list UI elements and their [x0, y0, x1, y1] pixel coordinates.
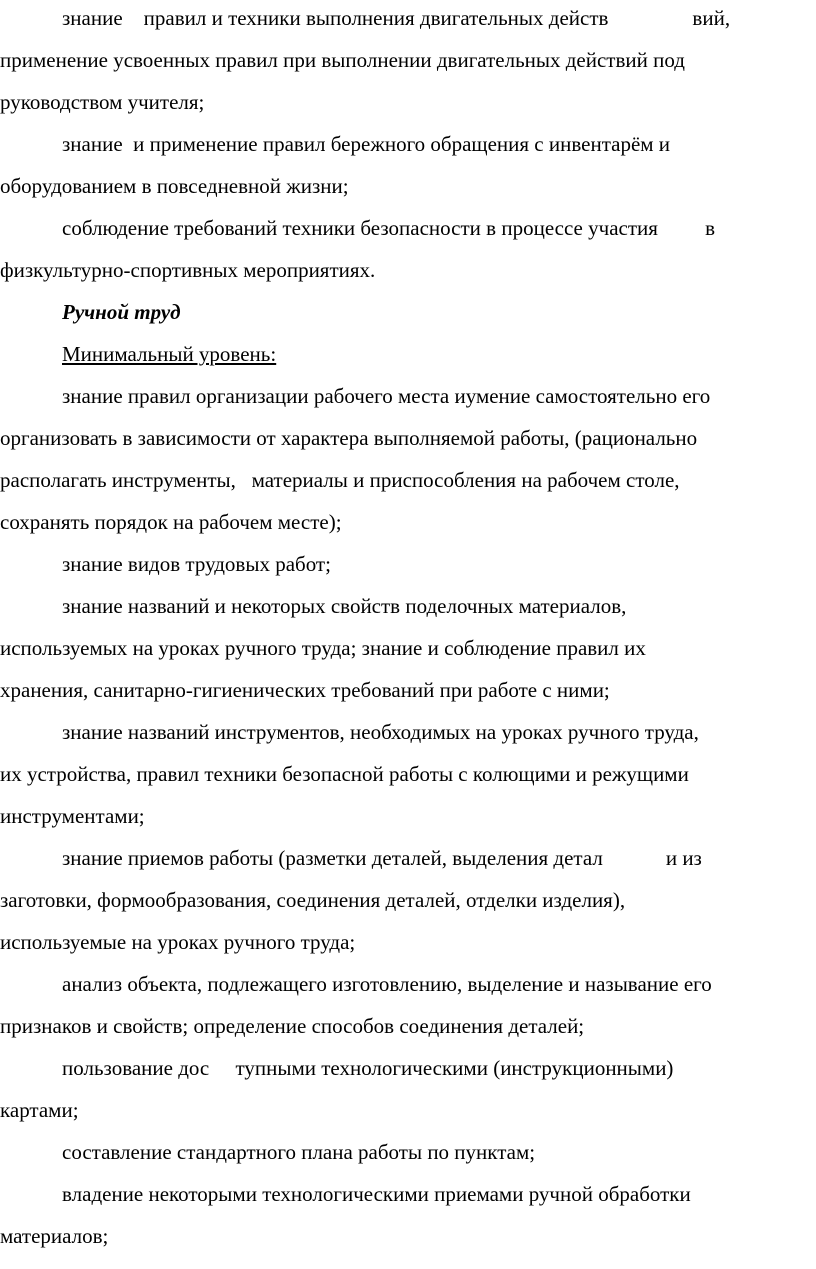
text-line: знание названий инструментов, необходимых на уроках ручного труда,	[62, 720, 699, 744]
text-line: признаков и свойств; определение способов соединения деталей;	[0, 1014, 585, 1038]
text-line: руководством учителя;	[0, 90, 205, 114]
text-line: знание приемов работы (разметки деталей, выделения детал и из	[62, 846, 702, 870]
text-line: сохранять порядок на рабочем месте);	[0, 510, 342, 534]
text-line: знание правил организации рабочего места иумение самостоятельно его	[62, 384, 711, 408]
text-line: владение некоторыми технологическими приемами ручной обработки	[62, 1182, 691, 1206]
section-heading: Ручной труд	[62, 300, 181, 324]
text-line: составление стандартного плана работы по пунктам;	[62, 1140, 536, 1164]
text-line: организовать в зависимости от характера выполняемой работы, (рационально	[0, 426, 698, 450]
text-line: оборудованием в повседневной жизни;	[0, 174, 349, 198]
text-line: знание названий и некоторых свойств поделочных материалов,	[62, 594, 627, 618]
text-line: знание и применение правил бережного обращения с инвентарём и	[62, 132, 671, 156]
text-line: хранения, санитарно-гигиенических требований при работе с ними;	[0, 678, 610, 702]
text-line: знание правил и техники выполнения двигательных действ вий,	[62, 6, 731, 30]
text-line: соблюдение требований техники безопасности в процессе участия в	[62, 216, 716, 240]
text-line: их устройства, правил техники безопасной работы с колющими и режущими	[0, 762, 689, 786]
text-line: используемые на уроках ручного труда;	[0, 930, 356, 954]
text-line: знание видов трудовых работ;	[62, 552, 331, 576]
text-line: инструментами;	[0, 804, 145, 828]
text-line: картами;	[0, 1098, 79, 1122]
text-line: физкультурно-спортивных мероприятиях.	[0, 258, 376, 282]
text-line: заготовки, формообразования, соединения деталей, отделки изделия),	[0, 888, 626, 912]
text-line: применение усвоенных правил при выполнении двигательных действий под	[0, 48, 685, 72]
text-line: материалов;	[0, 1224, 109, 1248]
text-line: располагать инструменты, материалы и приспособления на рабочем столе,	[0, 468, 680, 492]
text-line: используемых на уроках ручного труда; знание и соблюдение правил их	[0, 636, 646, 660]
text-line: анализ объекта, подлежащего изготовлению, выделение и называние его	[62, 972, 712, 996]
text-line: пользование дос тупными технологическими (инструкционными)	[62, 1056, 674, 1080]
level-subheading: Минимальный уровень:	[62, 342, 277, 366]
